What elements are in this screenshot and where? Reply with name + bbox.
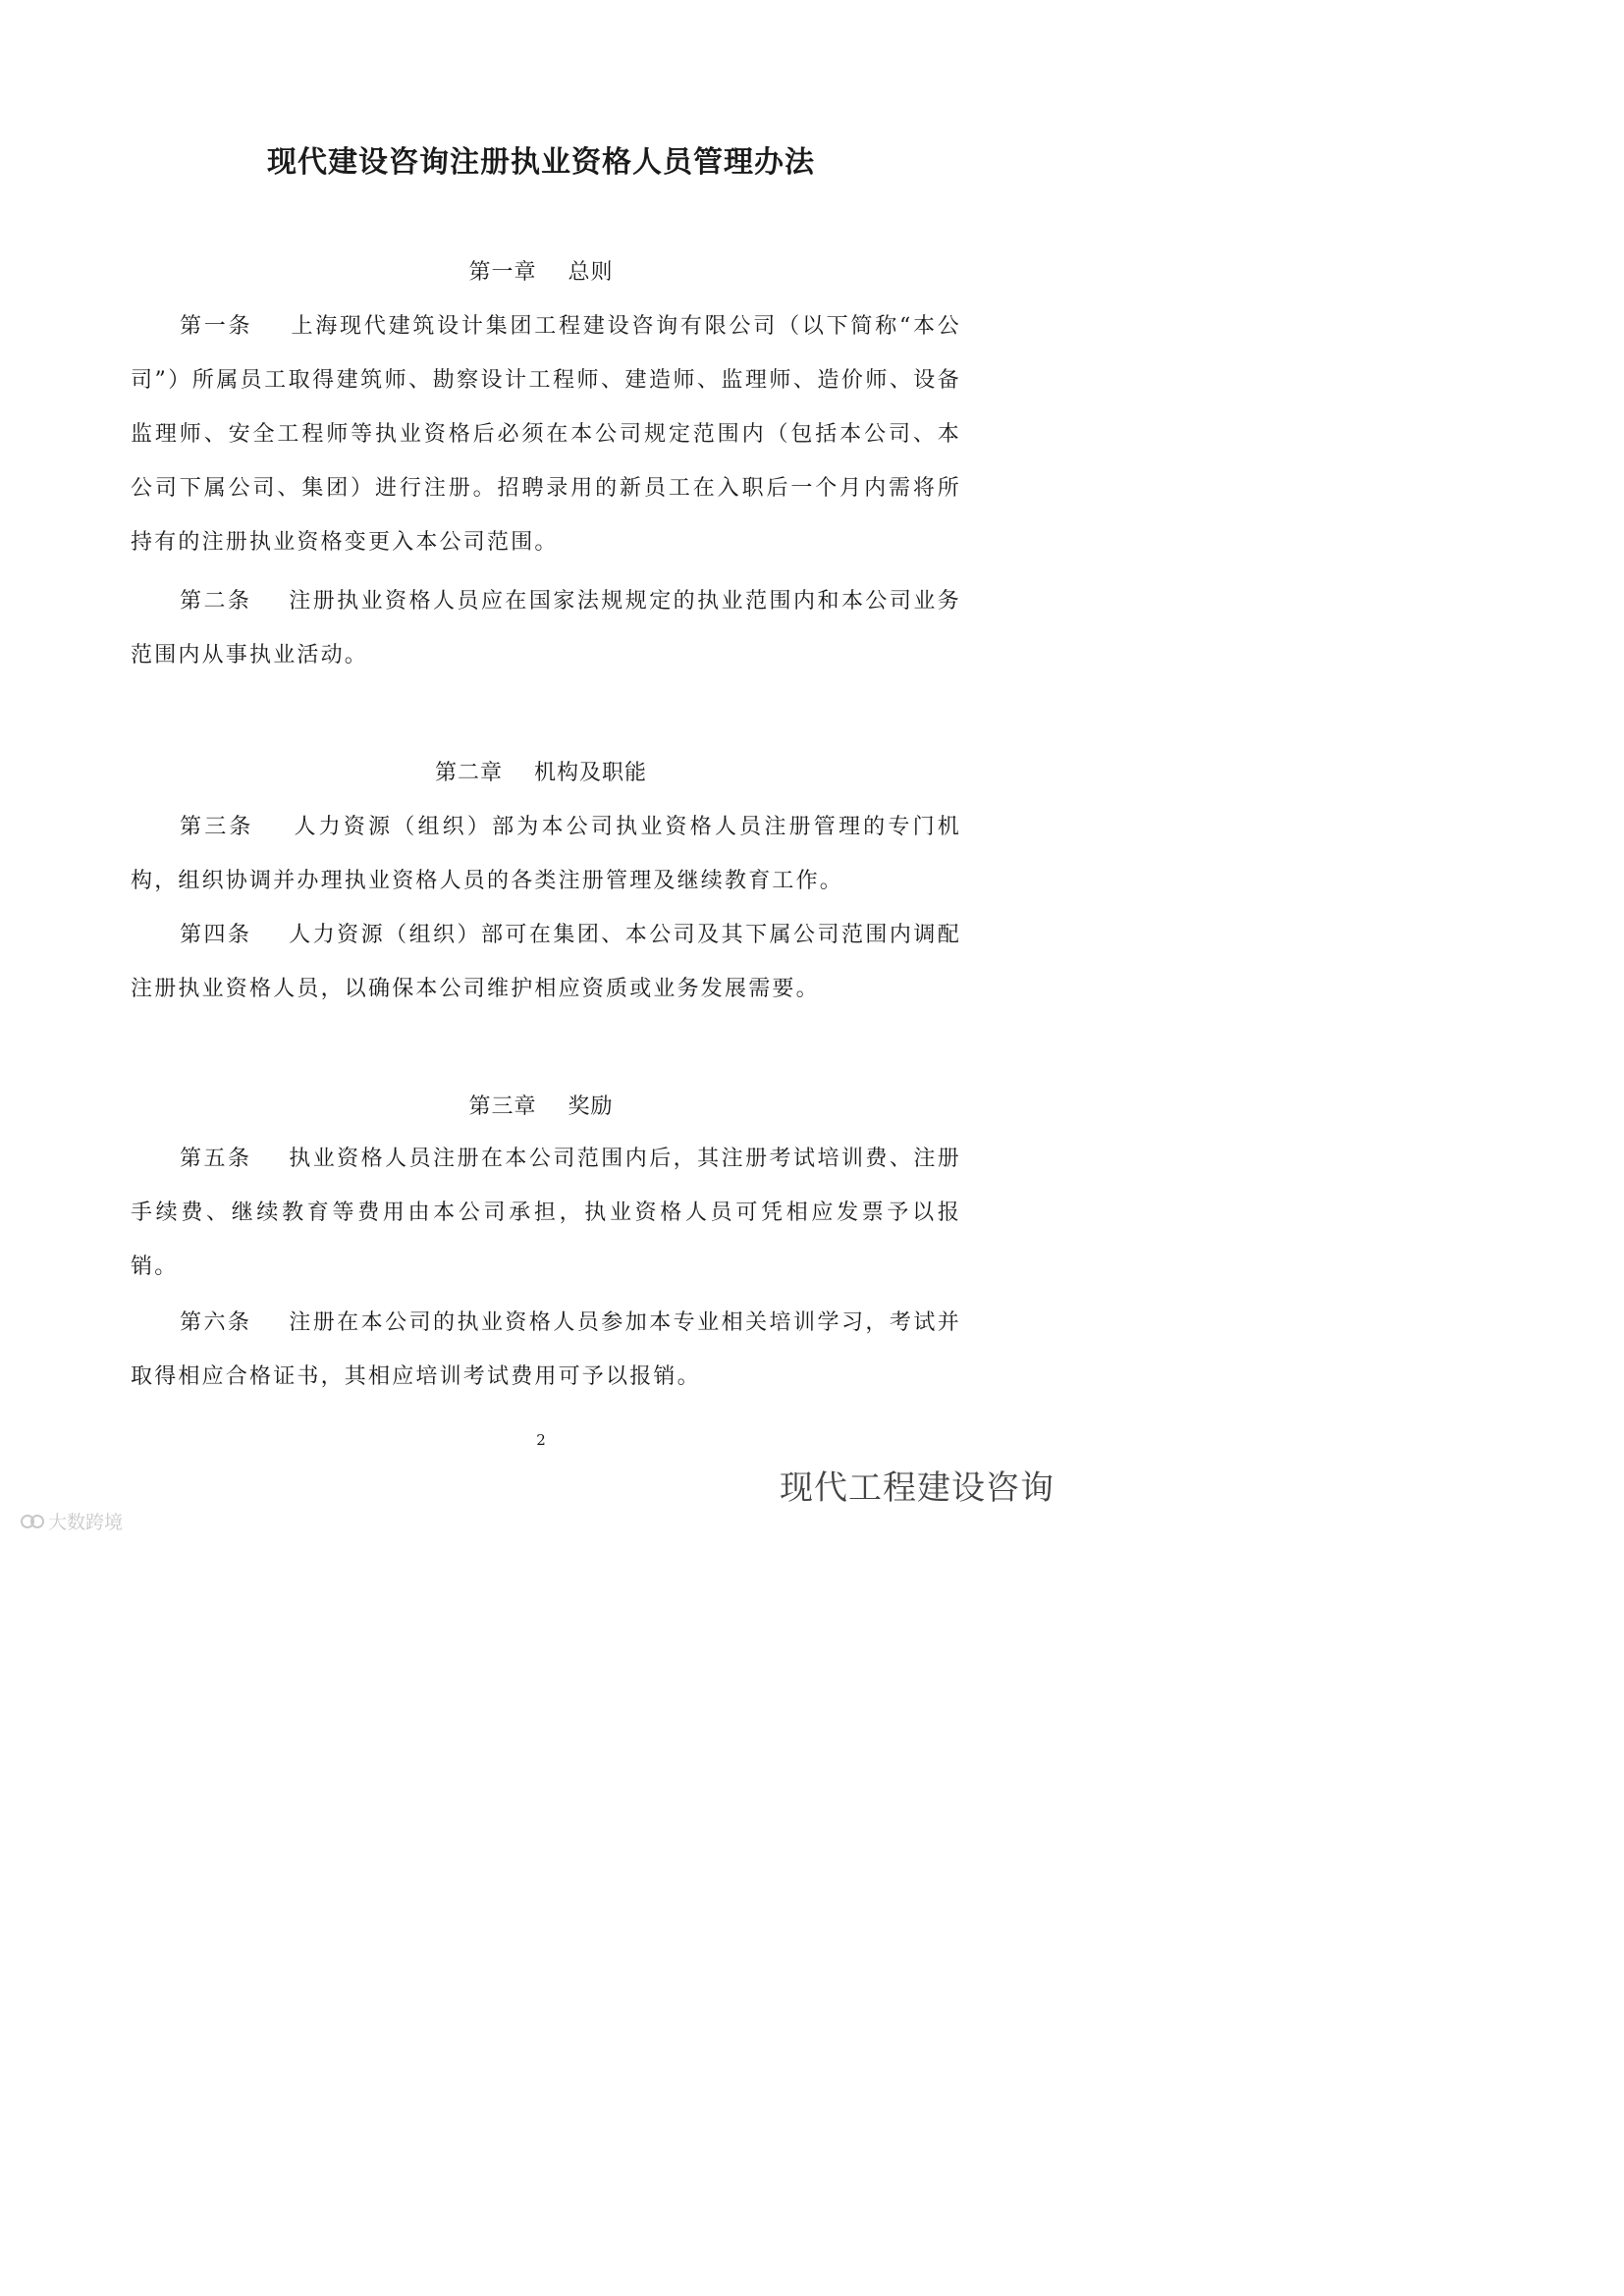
article-paragraph — [131, 1132, 961, 1294]
chapter-heading: 第一章 总则 — [468, 260, 614, 285]
logo-icon — [20, 1512, 45, 1531]
article-label: 第六条 — [180, 1310, 252, 1335]
article-paragraph — [131, 574, 961, 682]
article-text: 人力资源（组织）部为本公司执业资格人员注册管理的专门机构，组织协调并办理执业资格人员的各类注册管理及继续教育工作。 — [131, 815, 961, 893]
chapter-heading: 第三章 奖励 — [468, 1095, 614, 1119]
page-number: 2 — [536, 1431, 546, 1449]
watermark — [20, 1508, 123, 1534]
watermark-text: 大数跨境 — [48, 1512, 124, 1533]
article-label: 第三条 — [180, 815, 254, 839]
article-label: 第五条 — [180, 1147, 252, 1171]
article-paragraph — [131, 1296, 961, 1404]
article-label: 第四条 — [180, 923, 252, 947]
brand-caption: 现代工程建设咨询 — [780, 1468, 1055, 1508]
article-paragraph — [131, 299, 961, 569]
article-text: 上海现代建筑设计集团工程建设咨询有限公司（以下简称“本公司”）所属员工取得建筑师、勘察设计工程师、建造师、监理师、造价师、设备监理师、安全工程师等执业资格后必须在本公司规定范围内（包括本公司、本公司下属公司、集团）进行注册。招聘录用的新员工在入职后一个月内需将所持有的注册执业资格变更入本公司范围。 — [131, 314, 961, 555]
article-paragraph — [131, 800, 961, 908]
article-text: 执业资格人员注册在本公司范围内后，其注册考试培训费、注册手续费、继续教育等费用由本公司承担，执业资格人员可凭相应发票予以报销。 — [131, 1147, 961, 1279]
article-label: 第一条 — [180, 314, 253, 339]
article-paragraph — [131, 908, 961, 1016]
article-text: 人力资源（组织）部可在集团、本公司及其下属公司范围内调配注册执业资格人员，以确保本公司维护相应资质或业务发展需要。 — [131, 923, 961, 1001]
article-text: 注册执业资格人员应在国家法规规定的执业范围内和本公司业务范围内从事执业活动。 — [131, 589, 961, 667]
chapter-heading: 第二章 机构及职能 — [435, 761, 647, 785]
article-text: 注册在本公司的执业资格人员参加本专业相关培训学习，考试并取得相应合格证书，其相应培训考试费用可予以报销。 — [131, 1310, 961, 1389]
document-title: 现代建设咨询注册执业资格人员管理办法 — [267, 145, 815, 180]
article-label: 第二条 — [180, 589, 252, 614]
